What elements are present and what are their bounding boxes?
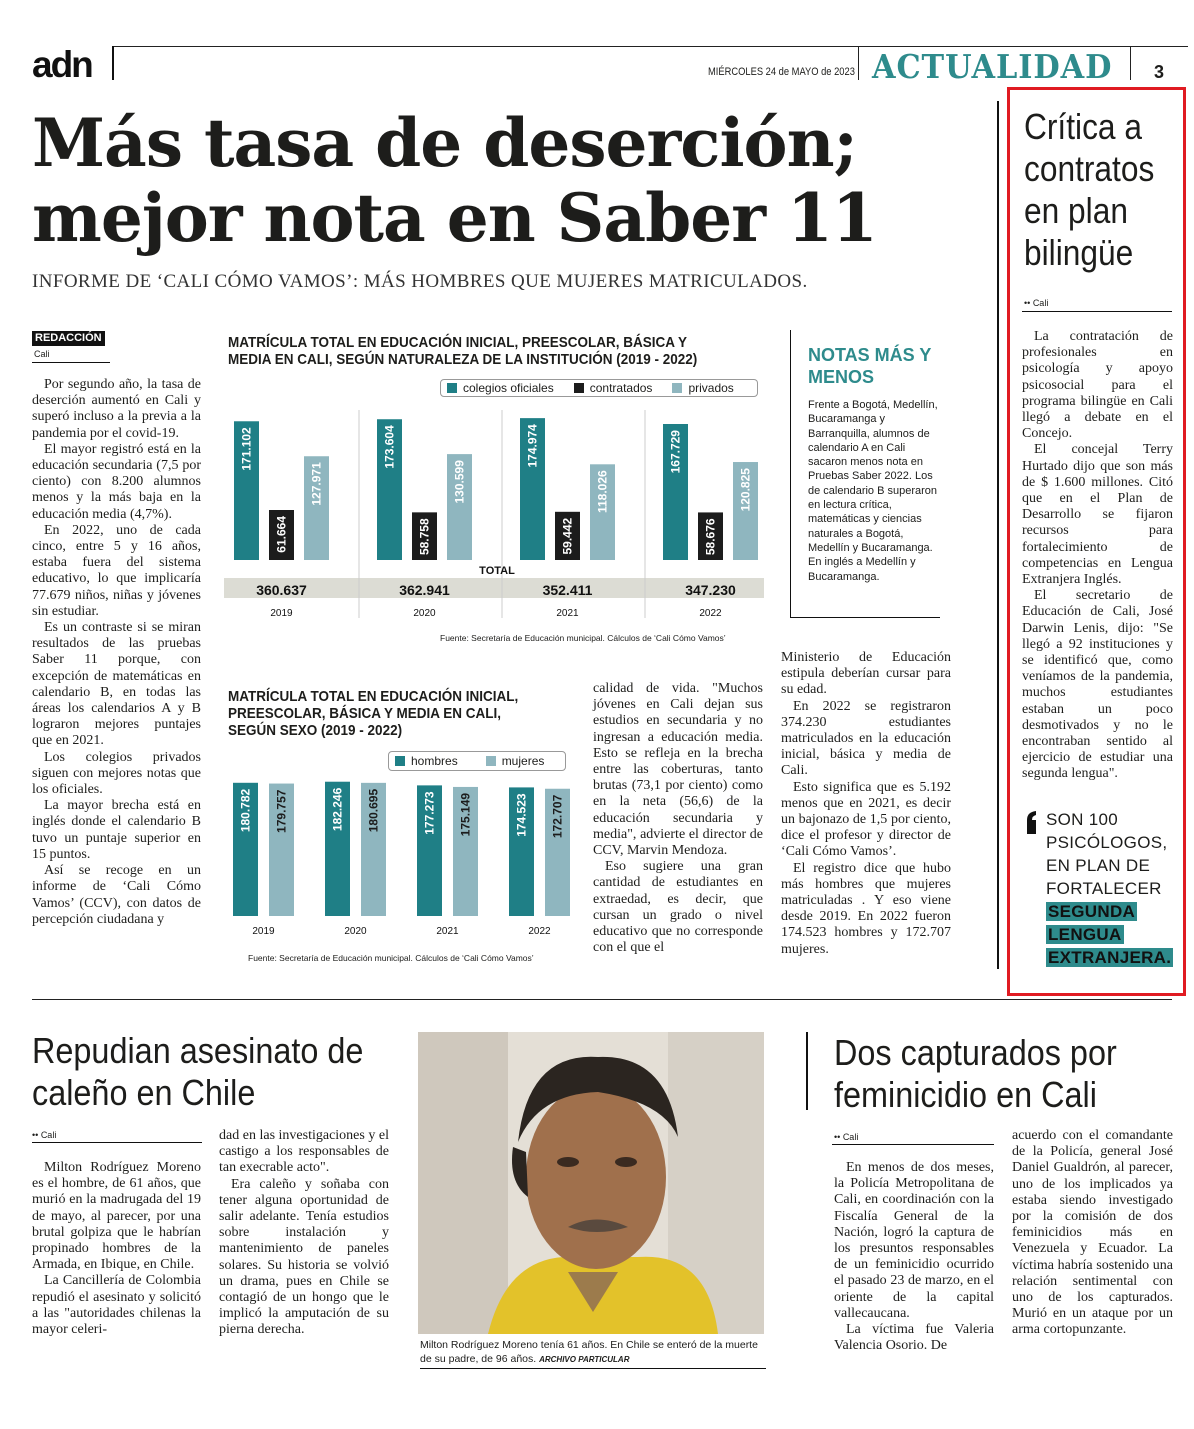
chile-column-1	[32, 1160, 201, 1338]
photo-credit: ARCHIVO PARTICULAR	[539, 1355, 630, 1364]
bar-value-label: 59.442	[560, 517, 575, 555]
chart-1-source: Fuente: Secretaría de Educación municipal. Cálculos de ‘Cali Cómo Vamos’	[440, 633, 726, 643]
main-col3-paragraph: Eso sugiere una gran cantidad de estudiantes en extraedad, es decir, que cursan un grado o nivel educativo que no corresponde con el que el	[593, 859, 763, 956]
chile-rule	[32, 1142, 202, 1143]
feminicidio-location-text: Cali	[842, 1132, 859, 1142]
main-subhead: INFORME DE ‘CALI CÓMO VAMOS’: MÁS HOMBRES QUE MUJERES MATRICULADOS.	[32, 271, 808, 292]
feminicidio-location: •• Cali	[834, 1132, 859, 1142]
bar-value-label: 127.971	[309, 462, 324, 506]
legend-swatch-oficiales	[447, 383, 457, 393]
year-tick-label: 2021	[436, 926, 459, 937]
year-tick-label: 2020	[344, 926, 367, 937]
main-col1-paragraph: Los colegios privados siguen con mejores notas que los oficiales.	[32, 749, 201, 798]
notas-title: NOTAS MÁS Y MENOS	[808, 345, 932, 387]
bar-value-label: 172.707	[550, 794, 565, 839]
sidebar-title: Crítica a contratos en plan bilingüe	[1024, 106, 1155, 273]
main-col4-paragraph: Ministerio de Educación estipula deberían cursar para su edad.	[781, 650, 951, 698]
quote-highlight-1: SEGUNDA	[1048, 902, 1136, 921]
main-column-1	[32, 377, 201, 928]
quote-line-4: FORTALECER	[1046, 879, 1162, 898]
page-number: 3	[1154, 62, 1165, 82]
feminicidio-rule	[832, 1144, 994, 1145]
byline: REDACCIÓN	[32, 331, 105, 346]
total-value-label: 352.411	[542, 582, 593, 598]
main-col4-paragraph: Esto significa que es 5.192 menos que en 2021, es decir un bajonazo de 1,5 por ciento, dice el profesor y director de ‘Cali Cómo Vamos’.	[781, 779, 951, 860]
caption-text: Milton Rodríguez Moreno tenía 61 años. En Chile se enteró de la muerte de su padre, de 96 años.	[420, 1339, 758, 1365]
sidebar-location: •• Cali	[1024, 298, 1049, 308]
sidebar-location-text: Cali	[1032, 298, 1049, 308]
bar-value-label: 174.523	[514, 793, 529, 837]
fem-col1-paragraph: En menos de dos meses, la Policía Metropolitana de Cali, en coordinación con la Fiscalía General de la Nación, logró la captura de los presuntos responsables de un feminicidio ocurrido el pasado 23 de marzo, en el oriente de la capital vallecaucana.	[834, 1160, 994, 1321]
chart-1-plot	[224, 400, 770, 625]
main-col3-paragraph: calidad de vida. "Muchos jóvenes en Cali dejan sus estudios en secundaria y no ingresan a educación media. Esto se refleja en la brecha entre las coberturas, tanto brutas (73,1 por ciento) como en la neta (56,6) de la educación secundaria y media", advierte el director de CCV, Marvin Mendoza.	[593, 681, 763, 859]
chart-2-plot	[224, 774, 574, 944]
caption-rule	[420, 1368, 766, 1369]
legend-swatch-mujeres	[486, 756, 496, 766]
notas-text: Frente a Bogotá, Medellín, Bucaramanga y Barranquilla, alumnos de calendario A en Cali sacaron menos nota en Pruebas Saber 2022. Los de calendario B superaron en lectura crítica, matemáticas y ciencias naturales a Bogotá, Medellín y Bucaramanga. En inglés a Medellín y Bucaramanga.	[808, 399, 938, 583]
notas-box	[808, 344, 940, 630]
bar-value-label: 120.825	[738, 468, 753, 512]
main-col1-paragraph: Por segundo año, la tasa de deserción aumentó en Cali y superó incluso a la previa a la pandemia por el covid-19.	[32, 377, 201, 441]
bar-value-label: 118.026	[595, 470, 610, 514]
quote-highlight-3: EXTRANJERA.	[1048, 948, 1172, 967]
legend-swatch-contratados	[574, 383, 584, 393]
bar-value-label: 61.664	[274, 516, 289, 553]
logo-divider	[112, 46, 114, 80]
bar-value-label: 173.604	[382, 425, 397, 469]
main-col1-paragraph: El mayor registró está en la educación secundaria (7,5 por ciento) con 8.200 alumnos menos y la más baja en la educación media (4,7%).	[32, 441, 201, 522]
chile-location-text: Cali	[40, 1130, 57, 1140]
headline-line-2: mejor nota en Saber 11	[32, 179, 877, 258]
year-tick-label: 2022	[528, 926, 551, 937]
notas-left-rule	[790, 330, 791, 618]
chart-2-source: Fuente: Secretaría de Educación municipal. Cálculos de ‘Cali Cómo Vamos’	[248, 953, 534, 963]
feminicidio-divider	[806, 1032, 808, 1110]
legend-label-privados: privados	[688, 381, 734, 395]
year-tick-label: 2019	[252, 926, 275, 937]
main-col4-paragraph: En 2022 se registraron 374.230 estudiantes matriculados en la educación inicial, básica y media de Cali.	[781, 698, 951, 779]
main-col1-paragraph: Es un contraste si se miran resultados de las pruebas Saber 11 porque, con excepción de matemáticas en calendario B, en todas las áreas los calendarios A y B lograron mejores puntajes que en 2021.	[32, 620, 201, 749]
bar-value-label: 171.102	[239, 427, 254, 471]
sidebar-paragraph: El secretario de Educación de Cali, José Darwin Lenis, dijo: "Se llegó a 92 instituciones y se identificó que, como veníamos de la pandemia, muchos estudiantes estaban un poco desmotivados y no le encontraban sentido al ejercicio de estudiar una segunda lengua".	[1022, 588, 1173, 782]
adn-logo: adn	[32, 44, 92, 85]
chile-col2-paragraph: Era caleño y soñaba con tener alguna oportunidad de salir adelante. Tenía estudios sobre instalación y mantenimiento de paneles solares. Su historia se volvió un drama, pues en Chile se contagió de un hongo que le implicó la amputación de su pierna derecha.	[219, 1176, 389, 1338]
chart-2-title: MATRÍCULA TOTAL EN EDUCACIÓN INICIAL, PREESCOLAR, BÁSICA Y MEDIA EN CALI, SEGÚN SEXO (2019 - 2022)	[228, 688, 519, 739]
photo-caption	[420, 1338, 766, 1367]
quote-line-2: PSICÓLOGOS,	[1046, 833, 1168, 852]
bar-value-label: 180.695	[366, 788, 381, 833]
portrait-photo	[418, 1032, 764, 1334]
main-headline	[32, 106, 952, 256]
chile-headline: Repudian asesinato de caleño en Chile	[32, 1030, 364, 1113]
fem-col2-paragraph: acuerdo con el comandante de la Policía, general José Daniel Gualdrón, al parecer, uno de los implicados ya estaba siendo investigado por la comisión de dos feminicidios más en Venezuela y Ecuador. La víctima habría sostenido una relación sentimental con uno de los capturados. Murió en un ataque por un arma cortopunzante.	[1012, 1128, 1173, 1338]
chile-col1-paragraph: La Cancillería de Colombia repudió el asesinato y solicitó a las "autoridades chilenas la mayor celeri-	[32, 1273, 201, 1338]
quote-highlight-2: LENGUA	[1048, 925, 1122, 944]
year-tick-label: 2021	[556, 608, 579, 619]
sidebar-quote	[1046, 808, 1173, 969]
feminicidio-column-2	[1012, 1128, 1173, 1339]
sidebar-divider	[997, 101, 999, 969]
main-column-3	[593, 681, 763, 956]
bar-value-label: 58.758	[417, 518, 432, 556]
chile-col2-paragraph: dad en las investigaciones y el castigo a los responsables de tan execrable acto".	[219, 1128, 389, 1176]
total-value-label: 347.230	[685, 582, 736, 598]
total-value-label: 360.637	[256, 582, 307, 598]
bar-value-label: 180.782	[238, 788, 253, 833]
chile-column-2	[219, 1128, 389, 1339]
sidebar-paragraph: El concejal Terry Hurtado dijo que son más de $ 1.600 millones. Citó que en el Plan de Desarrollo se fijaron recursos para fortalecimiento de competencias en Lengua Extranjera Inglés.	[1022, 442, 1173, 588]
chart-1-legend	[440, 379, 758, 397]
chile-col1-paragraph: Milton Rodríguez Moreno es el hombre, de 61 años, que murió en la madrugada del 19 de mayo, al parecer, por una brutal golpiza que le habrían propinado hombres de la Armada, en Ibique, en Chile.	[32, 1160, 201, 1273]
quote-mark-icon	[1026, 810, 1038, 836]
year-tick-label: 2020	[413, 608, 436, 619]
legend-label-oficiales: colegios oficiales	[463, 381, 554, 395]
main-col4-paragraph: El registro dice que hubo más hombres que mujeres matriculadas . Y eso viene desde 2019. En 2022 fueron 174.523 hombres y 172.707 mujeres.	[781, 860, 951, 957]
bar-value-label: 175.149	[458, 792, 473, 837]
quote-line-3: EN PLAN DE	[1046, 856, 1151, 875]
main-column-4	[781, 650, 951, 958]
legend-swatch-privados	[672, 383, 682, 393]
bar-value-label: 174.974	[525, 424, 540, 468]
date-divider	[858, 46, 859, 80]
legend-label-contratados: contratados	[589, 381, 653, 395]
chart-1-title: MATRÍCULA TOTAL EN EDUCACIÓN INICIAL, PREESCOLAR, BÁSICA Y MEDIA EN CALI, SEGÚN NATURALEZA DE LA INSTITUCIÓN (2019 - 2022)	[228, 334, 698, 368]
headline-line-1: Más tasa de deserción;	[32, 104, 857, 182]
section-name: ACTUALIDAD	[872, 47, 1113, 86]
bar-value-label: 130.599	[452, 460, 467, 504]
byline-rule	[32, 362, 110, 363]
main-col1-paragraph: En 2022, uno de cada cinco, entre 5 y 16 años, estaba fuera del sistema educativo, lo que implicaría 77.679 niños, niñas y jóvenes sin estudiar.	[32, 522, 201, 619]
total-value-label: 362.941	[399, 582, 450, 598]
main-col1-paragraph: Así se recoge en un informe de ‘Cali Cómo Vamos’ (CCV), con datos de percepción ciudadana y	[32, 863, 201, 927]
section-divider	[1130, 46, 1131, 80]
sidebar-paragraph: La contratación de profesionales en psicología y apoyo psicosocial para el programa bilingüe en Cali llegó a debate en el Concejo.	[1022, 329, 1173, 442]
quote-line-1: SON 100	[1046, 810, 1119, 829]
legend-label-mujeres: mujeres	[501, 754, 545, 768]
total-label: TOTAL	[479, 565, 515, 577]
bar-value-label: 179.757	[274, 789, 289, 833]
chile-location: •• Cali	[32, 1130, 57, 1140]
chart-2-legend	[388, 751, 566, 771]
feminicidio-headline: Dos capturados por feminicidio en Cali	[834, 1032, 1117, 1115]
sidebar-body	[1022, 329, 1173, 783]
main-col1-paragraph: La mayor brecha está en inglés donde el calendario B tuvo un puntaje superior en 15 puntos.	[32, 798, 201, 862]
bar-value-label: 167.729	[668, 430, 683, 474]
fem-col1-paragraph: La víctima fue Valeria Valencia Osorio. De	[834, 1322, 994, 1354]
sidebar-rule	[1022, 311, 1172, 312]
legend-swatch-hombres	[395, 756, 405, 766]
legend-label-hombres: hombres	[411, 754, 458, 768]
year-tick-label: 2022	[699, 608, 722, 619]
feminicidio-column-1	[834, 1160, 994, 1354]
byline-location: Cali	[34, 349, 50, 359]
bottom-section-rule	[32, 999, 1172, 1000]
bar-value-label: 182.246	[330, 787, 345, 832]
bar-value-label: 177.273	[422, 791, 437, 835]
bar-value-label: 58.676	[703, 518, 718, 556]
issue-date: MIÉRCOLES 24 de MAYO de 2023	[708, 66, 855, 78]
year-tick-label: 2019	[270, 608, 293, 619]
